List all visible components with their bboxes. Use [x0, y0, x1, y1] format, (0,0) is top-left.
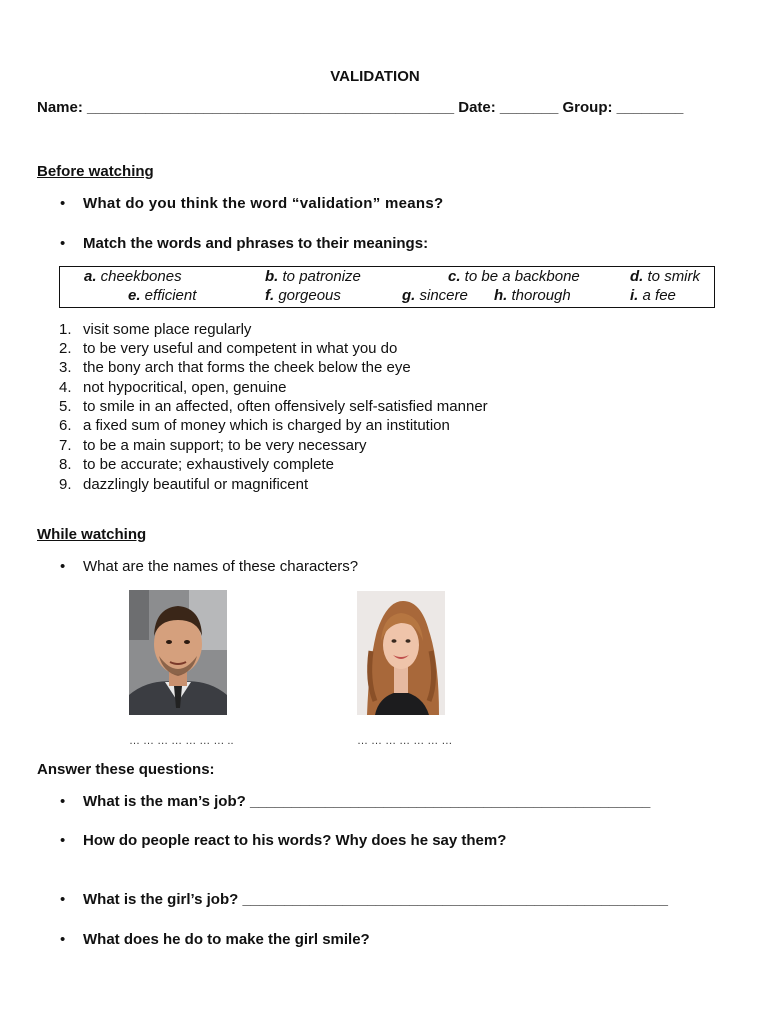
girl-name-blank[interactable]: … … … … … … …: [357, 735, 453, 747]
word-option: g. sincere: [402, 287, 468, 304]
question-text: How do people react to his words? Why does he say them?: [83, 832, 507, 849]
bullet-icon: •: [60, 832, 66, 849]
bullet-icon: •: [60, 558, 66, 575]
bullet-icon: •: [60, 235, 66, 252]
word-option: a. cheekbones: [84, 268, 182, 285]
question-text[interactable]: What is the man’s job? ________________________________________________: [83, 793, 651, 810]
girl-photo: [357, 591, 445, 715]
bullet-icon: •: [60, 931, 66, 948]
word-option: h. thorough: [494, 287, 571, 304]
question-text[interactable]: What is the girl’s job? ___________________________________________________: [83, 891, 668, 908]
date-field[interactable]: Date: _______: [458, 99, 559, 116]
worksheet-title: VALIDATION: [330, 68, 420, 85]
question-text: Match the words and phrases to their meanings:: [83, 235, 429, 252]
word-option: i. a fee: [630, 287, 676, 304]
section-heading-before-watching: Before watching: [37, 163, 154, 180]
word-option: b. to patronize: [265, 268, 361, 285]
word-bank-box: [59, 266, 715, 308]
name-field[interactable]: Name: ____________________________________________: [37, 99, 455, 116]
question-text: What are the names of these characters?: [83, 558, 359, 575]
question-text: What do you think the word “validation” means?: [83, 195, 444, 212]
header-row: [37, 99, 683, 116]
man-photo: [129, 590, 227, 715]
word-option: f. gorgeous: [265, 287, 341, 304]
man-portrait-image: [129, 590, 227, 715]
word-option: d. to smirk: [630, 268, 701, 285]
question-text: What does he do to make the girl smile?: [83, 931, 370, 948]
word-option: e. efficient: [128, 287, 197, 304]
bullet-icon: •: [60, 891, 66, 908]
section-heading-answer: Answer these questions:: [37, 761, 215, 778]
girl-portrait-image: [357, 591, 445, 715]
group-field[interactable]: Group: ________: [562, 99, 684, 116]
bullet-icon: •: [60, 793, 66, 810]
section-heading-while-watching: While watching: [37, 526, 147, 543]
bullet-icon: •: [60, 195, 66, 212]
word-option: c. to be a backbone: [448, 268, 580, 285]
man-name-blank[interactable]: … … … … … … … ..: [129, 735, 234, 747]
